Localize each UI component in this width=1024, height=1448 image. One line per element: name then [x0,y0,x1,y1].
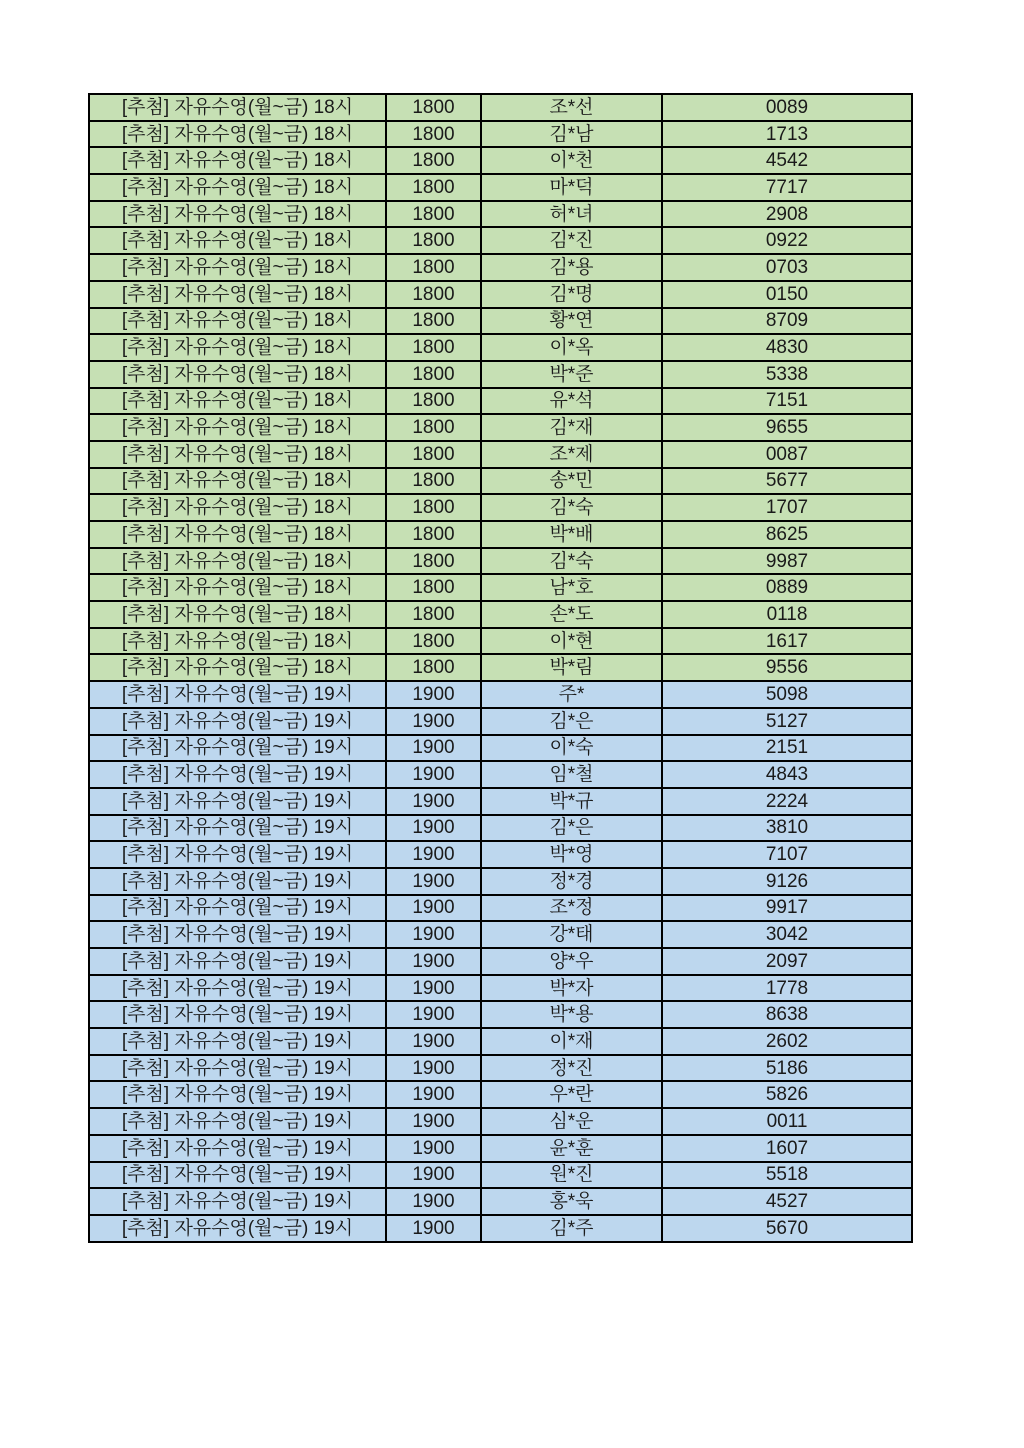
program-cell: [추첨] 자유수영(월~금) 18시 [89,174,386,201]
time-cell: 1900 [386,868,481,895]
number-cell: 0011 [662,1108,912,1135]
time-cell: 1800 [386,147,481,174]
table-row [89,201,912,228]
table-row [89,628,912,655]
program-cell: [추첨] 자유수영(월~금) 19시 [89,975,386,1002]
name-cell: 강*태 [481,921,662,948]
program-cell: [추첨] 자유수영(월~금) 18시 [89,548,386,575]
table-row [89,1188,912,1215]
program-cell: [추첨] 자유수영(월~금) 18시 [89,574,386,601]
time-cell: 1800 [386,281,481,308]
time-cell: 1800 [386,227,481,254]
table-row [89,94,912,121]
time-cell: 1800 [386,574,481,601]
number-cell: 9126 [662,868,912,895]
table-row [89,174,912,201]
program-cell: [추첨] 자유수영(월~금) 18시 [89,414,386,441]
table-row [89,227,912,254]
number-cell: 5098 [662,681,912,708]
number-cell: 0089 [662,94,912,121]
number-cell: 2097 [662,948,912,975]
time-cell: 1900 [386,708,481,735]
number-cell: 7107 [662,841,912,868]
time-cell: 1900 [386,1055,481,1082]
time-cell: 1900 [386,735,481,762]
name-cell: 이*천 [481,147,662,174]
time-cell: 1800 [386,361,481,388]
name-cell: 원*진 [481,1162,662,1189]
program-cell: [추첨] 자유수영(월~금) 18시 [89,121,386,148]
name-cell: 임*철 [481,761,662,788]
program-cell: [추첨] 자유수영(월~금) 19시 [89,761,386,788]
time-cell: 1800 [386,628,481,655]
program-cell: [추첨] 자유수영(월~금) 19시 [89,1135,386,1162]
table-row [89,308,912,335]
program-cell: [추첨] 자유수영(월~금) 19시 [89,948,386,975]
program-cell: [추첨] 자유수영(월~금) 19시 [89,1001,386,1028]
time-cell: 1800 [386,174,481,201]
name-cell: 황*연 [481,308,662,335]
name-cell: 조*선 [481,94,662,121]
time-cell: 1900 [386,1215,481,1242]
name-cell: 김*남 [481,121,662,148]
table-row [89,121,912,148]
time-cell: 1900 [386,761,481,788]
time-cell: 1800 [386,548,481,575]
number-cell: 2224 [662,788,912,815]
table-row [89,841,912,868]
number-cell: 3810 [662,815,912,842]
program-cell: [추첨] 자유수영(월~금) 18시 [89,468,386,495]
program-cell: [추첨] 자유수영(월~금) 18시 [89,94,386,121]
time-cell: 1800 [386,94,481,121]
name-cell: 박*영 [481,841,662,868]
name-cell: 주* [481,681,662,708]
number-cell: 1707 [662,494,912,521]
table-row [89,1135,912,1162]
number-cell: 4843 [662,761,912,788]
table-row [89,1028,912,1055]
number-cell: 2908 [662,201,912,228]
program-cell: [추첨] 자유수영(월~금) 18시 [89,308,386,335]
name-cell: 손*도 [481,601,662,628]
program-cell: [추첨] 자유수영(월~금) 19시 [89,1081,386,1108]
table-row [89,254,912,281]
program-cell: [추첨] 자유수영(월~금) 19시 [89,681,386,708]
name-cell: 박*준 [481,361,662,388]
name-cell: 김*재 [481,414,662,441]
name-cell: 홍*욱 [481,1188,662,1215]
program-cell: [추첨] 자유수영(월~금) 18시 [89,201,386,228]
number-cell: 5518 [662,1162,912,1189]
number-cell: 0922 [662,227,912,254]
program-cell: [추첨] 자유수영(월~금) 18시 [89,147,386,174]
time-cell: 1900 [386,975,481,1002]
time-cell: 1800 [386,601,481,628]
table-row [89,388,912,415]
program-cell: [추첨] 자유수영(월~금) 19시 [89,1055,386,1082]
program-cell: [추첨] 자유수영(월~금) 18시 [89,521,386,548]
table-row [89,601,912,628]
name-cell: 유*석 [481,388,662,415]
number-cell: 9556 [662,654,912,681]
program-cell: [추첨] 자유수영(월~금) 18시 [89,227,386,254]
table-row [89,1081,912,1108]
table-row [89,735,912,762]
program-cell: [추첨] 자유수영(월~금) 19시 [89,1162,386,1189]
table-row [89,681,912,708]
time-cell: 1800 [386,201,481,228]
time-cell: 1900 [386,1135,481,1162]
time-cell: 1900 [386,1028,481,1055]
number-cell: 5338 [662,361,912,388]
name-cell: 이*숙 [481,735,662,762]
time-cell: 1800 [386,414,481,441]
time-cell: 1900 [386,815,481,842]
name-cell: 윤*훈 [481,1135,662,1162]
table-row [89,281,912,308]
table-row [89,414,912,441]
name-cell: 김*은 [481,815,662,842]
name-cell: 박*용 [481,1001,662,1028]
table-row [89,574,912,601]
time-cell: 1900 [386,841,481,868]
program-cell: [추첨] 자유수영(월~금) 18시 [89,654,386,681]
number-cell: 0150 [662,281,912,308]
time-cell: 1800 [386,388,481,415]
number-cell: 4527 [662,1188,912,1215]
program-cell: [추첨] 자유수영(월~금) 18시 [89,494,386,521]
name-cell: 박*규 [481,788,662,815]
table-row [89,1162,912,1189]
name-cell: 김*숙 [481,494,662,521]
table-row [89,1108,912,1135]
name-cell: 정*경 [481,868,662,895]
program-cell: [추첨] 자유수영(월~금) 19시 [89,788,386,815]
time-cell: 1900 [386,788,481,815]
name-cell: 박*림 [481,654,662,681]
time-cell: 1800 [386,308,481,335]
table-row [89,1001,912,1028]
name-cell: 박*배 [481,521,662,548]
program-cell: [추첨] 자유수영(월~금) 19시 [89,895,386,922]
time-cell: 1800 [386,654,481,681]
program-cell: [추첨] 자유수영(월~금) 18시 [89,441,386,468]
time-cell: 1900 [386,1001,481,1028]
name-cell: 박*자 [481,975,662,1002]
time-cell: 1800 [386,494,481,521]
number-cell: 4830 [662,334,912,361]
number-cell: 7717 [662,174,912,201]
name-cell: 김*진 [481,227,662,254]
program-cell: [추첨] 자유수영(월~금) 19시 [89,1188,386,1215]
table-row [89,654,912,681]
table-row [89,895,912,922]
table-row [89,548,912,575]
table-row [89,868,912,895]
name-cell: 조*정 [481,895,662,922]
time-cell: 1900 [386,1081,481,1108]
time-cell: 1900 [386,1162,481,1189]
number-cell: 8709 [662,308,912,335]
table-row [89,494,912,521]
number-cell: 4542 [662,147,912,174]
table-row [89,1055,912,1082]
number-cell: 9917 [662,895,912,922]
number-cell: 9987 [662,548,912,575]
number-cell: 1617 [662,628,912,655]
number-cell: 5127 [662,708,912,735]
program-cell: [추첨] 자유수영(월~금) 19시 [89,708,386,735]
table-row [89,948,912,975]
number-cell: 0889 [662,574,912,601]
number-cell: 5677 [662,468,912,495]
name-cell: 이*현 [481,628,662,655]
table-row [89,921,912,948]
name-cell: 김*주 [481,1215,662,1242]
number-cell: 1713 [662,121,912,148]
table-row [89,788,912,815]
name-cell: 김*은 [481,708,662,735]
program-cell: [추첨] 자유수영(월~금) 19시 [89,868,386,895]
name-cell: 남*호 [481,574,662,601]
table-row [89,521,912,548]
time-cell: 1800 [386,121,481,148]
number-cell: 5186 [662,1055,912,1082]
table-row [89,708,912,735]
time-cell: 1900 [386,921,481,948]
program-cell: [추첨] 자유수영(월~금) 18시 [89,388,386,415]
table-row [89,441,912,468]
time-cell: 1900 [386,1188,481,1215]
table-row [89,147,912,174]
table-row [89,815,912,842]
number-cell: 7151 [662,388,912,415]
number-cell: 0703 [662,254,912,281]
time-cell: 1900 [386,681,481,708]
name-cell: 송*민 [481,468,662,495]
name-cell: 김*용 [481,254,662,281]
name-cell: 김*숙 [481,548,662,575]
program-cell: [추첨] 자유수영(월~금) 19시 [89,1215,386,1242]
program-cell: [추첨] 자유수영(월~금) 18시 [89,361,386,388]
number-cell: 2602 [662,1028,912,1055]
name-cell: 허*녀 [481,201,662,228]
program-cell: [추첨] 자유수영(월~금) 18시 [89,281,386,308]
number-cell: 5670 [662,1215,912,1242]
time-cell: 1800 [386,254,481,281]
name-cell: 정*진 [481,1055,662,1082]
time-cell: 1900 [386,1108,481,1135]
name-cell: 이*옥 [481,334,662,361]
number-cell: 9655 [662,414,912,441]
number-cell: 1607 [662,1135,912,1162]
name-cell: 마*덕 [481,174,662,201]
program-cell: [추첨] 자유수영(월~금) 18시 [89,254,386,281]
time-cell: 1800 [386,468,481,495]
number-cell: 5826 [662,1081,912,1108]
name-cell: 심*운 [481,1108,662,1135]
number-cell: 0118 [662,601,912,628]
results-table-body [89,94,912,1242]
name-cell: 이*재 [481,1028,662,1055]
table-row [89,468,912,495]
program-cell: [추첨] 자유수영(월~금) 19시 [89,815,386,842]
table-row [89,1215,912,1242]
program-cell: [추첨] 자유수영(월~금) 19시 [89,841,386,868]
number-cell: 3042 [662,921,912,948]
table-row [89,975,912,1002]
program-cell: [추첨] 자유수영(월~금) 19시 [89,1108,386,1135]
time-cell: 1900 [386,895,481,922]
table-row [89,334,912,361]
number-cell: 2151 [662,735,912,762]
program-cell: [추첨] 자유수영(월~금) 19시 [89,1028,386,1055]
program-cell: [추첨] 자유수영(월~금) 18시 [89,334,386,361]
name-cell: 조*제 [481,441,662,468]
program-cell: [추첨] 자유수영(월~금) 19시 [89,735,386,762]
table-row [89,761,912,788]
program-cell: [추첨] 자유수영(월~금) 18시 [89,601,386,628]
time-cell: 1900 [386,948,481,975]
time-cell: 1800 [386,441,481,468]
number-cell: 8638 [662,1001,912,1028]
time-cell: 1800 [386,334,481,361]
table-row [89,361,912,388]
name-cell: 양*우 [481,948,662,975]
number-cell: 8625 [662,521,912,548]
name-cell: 우*란 [481,1081,662,1108]
program-cell: [추첨] 자유수영(월~금) 19시 [89,921,386,948]
time-cell: 1800 [386,521,481,548]
number-cell: 1778 [662,975,912,1002]
number-cell: 0087 [662,441,912,468]
lottery-results-table [88,93,913,1243]
name-cell: 김*명 [481,281,662,308]
program-cell: [추첨] 자유수영(월~금) 18시 [89,628,386,655]
